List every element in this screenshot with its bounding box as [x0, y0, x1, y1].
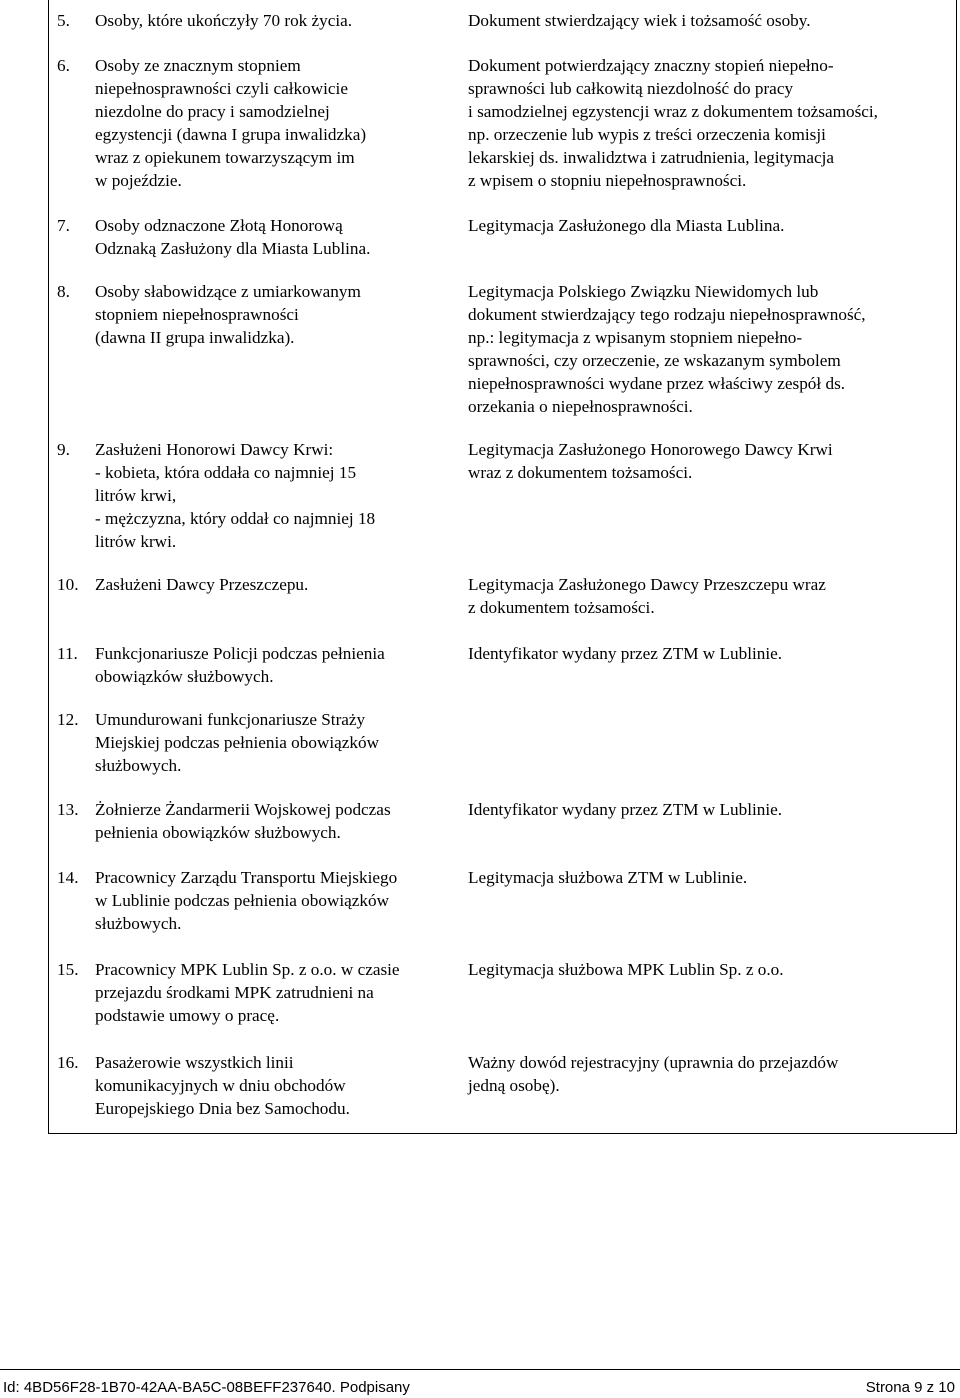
row-number: 12.: [57, 710, 79, 729]
row-required-document: Legitymacja Zasłużonego dla Miasta Lublina.: [468, 216, 785, 235]
row-description: Zasłużeni Dawcy Przeszczepu.: [95, 575, 309, 594]
row-number: 5.: [57, 11, 70, 30]
row-number: 16.: [57, 1053, 79, 1072]
row-number: 11.: [57, 644, 78, 663]
row-description: Żołnierze Żandarmerii Wojskowej podczas pełnienia obowiązków służbowych.: [95, 800, 391, 842]
row-number: 14.: [57, 868, 79, 887]
row-description: Zasłużeni Honorowi Dawcy Krwi: - kobieta, która oddała co najmniej 15 litrów krwi, - mężczyzna, który oddał co najmniej 18 litrów krwi.: [95, 440, 376, 551]
row-required-document: Legitymacja służbowa ZTM w Lublinie.: [468, 868, 748, 887]
eligibility-table: [48, 0, 957, 1134]
row-required-document: Identyfikator wydany przez ZTM w Lublinie.: [468, 644, 783, 663]
row-number: 9.: [57, 440, 70, 459]
row-description: Pracownicy MPK Lublin Sp. z o.o. w czasie przejazdu środkami MPK zatrudnieni na podstawie umowy o pracę.: [95, 960, 400, 1025]
row-required-document: Dokument stwierdzający wiek i tożsamość osoby.: [468, 11, 811, 30]
row-description: Osoby, które ukończyły 70 rok życia.: [95, 11, 353, 30]
row-number: 13.: [57, 800, 79, 819]
row-number: 15.: [57, 960, 79, 979]
row-description: Osoby odznaczone Złotą Honorową Odznaką Zasłużony dla Miasta Lublina.: [95, 216, 371, 258]
row-required-document: Ważny dowód rejestracyjny (uprawnia do przejazdów jedną osobę).: [468, 1053, 839, 1095]
row-description: Osoby słabowidzące z umiarkowanym stopniem niepełnosprawności (dawna II grupa inwalidzka).: [95, 282, 361, 347]
row-description: Umundurowani funkcjonariusze Straży Miejskiej podczas pełnienia obowiązków służbowych.: [95, 710, 379, 775]
row-description: Funkcjonariusze Policji podczas pełnienia obowiązków służbowych.: [95, 644, 385, 686]
row-required-document: Dokument potwierdzający znaczny stopień niepełno- sprawności lub całkowitą niezdolność do pracy i samodzielnej egzystencji wraz z dokumentem tożsamości, np. orzeczenie lub wypis z treści orzeczenia komisji lekarskiej ds. inwalidztwa i zatrudnienia, legitymacja z wpisem o stopniu niepełnosprawności.: [468, 56, 878, 190]
row-required-document: Legitymacja Zasłużonego Dawcy Przeszczepu wraz z dokumentem tożsamości.: [468, 575, 826, 617]
row-description: Osoby ze znacznym stopniem niepełnosprawności czyli całkowicie niezdolne do pracy i samodzielnej egzystencji (dawna I grupa inwalidzka) wraz z opiekunem towarzyszącym im w pojeździe.: [95, 56, 367, 190]
row-description: Pasażerowie wszystkich linii komunikacyjnych w dniu obchodów Europejskiego Dnia bez Samochodu.: [95, 1053, 350, 1118]
row-required-document: Legitymacja Zasłużonego Honorowego Dawcy Krwi wraz z dokumentem tożsamości.: [468, 440, 833, 482]
row-number: 7.: [57, 216, 70, 235]
row-number: 6.: [57, 56, 70, 75]
row-number: 10.: [57, 575, 79, 594]
row-description: Pracownicy Zarządu Transportu Miejskiego w Lublinie podczas pełnienia obowiązków służbowych.: [95, 868, 398, 933]
row-required-document: Legitymacja służbowa MPK Lublin Sp. z o.o.: [468, 960, 784, 979]
row-required-document: Legitymacja Polskiego Związku Niewidomych lub dokument stwierdzający tego rodzaju niepełnosprawność, np.: legitymacja z wpisanym stopniem niepełno- sprawności, czy orzeczenie, ze wskazanym symbolem niepełnosprawności wydane przez właściwy zespół ds. orzekania o niepełnosprawności.: [468, 282, 866, 416]
page-number: Strona 9 z 10: [865, 1379, 955, 1396]
row-number: 8.: [57, 282, 70, 301]
row-required-document: Identyfikator wydany przez ZTM w Lublinie.: [468, 800, 783, 819]
page-footer: [0, 1369, 960, 1398]
document-id: Id: 4BD56F28-1B70-42AA-BA5C-08BEFF237640. Podpisany: [3, 1379, 410, 1396]
